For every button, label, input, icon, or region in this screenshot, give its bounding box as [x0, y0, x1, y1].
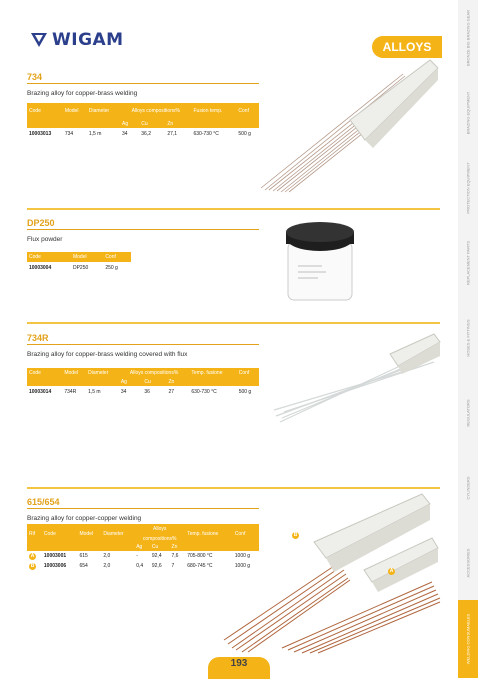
side-tab-3[interactable]: [458, 150, 478, 226]
cell-zn: 27,1: [167, 131, 178, 137]
col-code: Code: [29, 370, 41, 376]
photo-marker-b: B: [293, 532, 298, 538]
side-tab-8[interactable]: [458, 525, 478, 601]
sub-zn: Zn: [167, 120, 174, 127]
cell-code: 10003014: [29, 389, 52, 395]
sub-cu: Cu: [141, 120, 148, 127]
col-alloys: Alloys: [153, 526, 167, 532]
cell-code: 10003001: [43, 553, 67, 559]
col-model: Model: [72, 254, 87, 260]
table-734: [27, 103, 259, 140]
rif-badge: A: [30, 552, 35, 559]
col-diameter: Diameter: [88, 370, 109, 376]
col-conf: Conf: [234, 530, 246, 537]
side-tab-label: WELDING CONSUMABLES: [465, 613, 471, 665]
section-description: Brazing alloy for copper-brass welding covered with flux: [27, 351, 188, 358]
col-diameter: Diameter: [103, 530, 124, 537]
table-dp250: [27, 252, 131, 274]
section-title: 615/654: [27, 497, 259, 509]
cell-code: 10003004: [29, 265, 52, 271]
cell-diameter: 1,5 m: [88, 131, 102, 137]
col-code: Code: [29, 254, 41, 260]
col-conf: Conf: [238, 370, 250, 376]
cell-zn: 7: [171, 563, 175, 569]
cell-cu: 36: [144, 389, 150, 395]
table-row: [27, 262, 131, 274]
col-conf: Conf: [105, 254, 116, 260]
copper-rods-boxes-image: [222, 490, 444, 655]
cell-conf: 1000 g: [234, 563, 251, 569]
category-label: ALLOYS: [372, 36, 442, 58]
cell-code: 10003006: [43, 563, 67, 569]
brand-logo: [30, 30, 124, 50]
section-734: [27, 72, 259, 97]
col-fusion: Temp. fusione: [191, 370, 223, 376]
sub-ag: Ag: [122, 120, 129, 127]
sub-zn: Zn: [171, 544, 178, 550]
cell-conf: 250 g: [105, 265, 118, 271]
side-tab-4[interactable]: [458, 225, 478, 301]
side-tab-label: BRAZING EQUIPMENT: [465, 91, 471, 134]
side-tab-label: REPLACEMENT PARTS: [465, 240, 471, 285]
side-tab-label: BRONZE BIG BRAZING GEAR: [465, 9, 471, 66]
col-conf: Conf: [238, 108, 249, 114]
side-tab-6[interactable]: [458, 375, 478, 451]
cell-fusion: 630-730 °C: [193, 131, 219, 137]
cell-fusion: 705-800 °C: [187, 553, 213, 559]
col-model: Model: [64, 370, 78, 376]
side-tab-label: CYLINDERS: [465, 476, 471, 499]
flux-jar-image: [282, 220, 360, 304]
cell-ag: -: [136, 553, 138, 559]
sub-cu: Cu: [144, 379, 151, 385]
section-dp250: [27, 218, 259, 243]
cell-model: 615: [79, 553, 88, 559]
table-row: [27, 128, 259, 140]
wigam-logo-icon: [30, 31, 48, 49]
rif-badge: B: [30, 562, 35, 569]
brazing-rods-box-image: [255, 58, 440, 193]
section-title: 734: [27, 72, 259, 84]
cell-conf: 500 g: [238, 131, 251, 137]
side-tab-1[interactable]: [458, 0, 478, 76]
sub-ag: Ag: [120, 379, 127, 385]
col-model: Model: [64, 108, 79, 114]
page-number: 193: [208, 657, 270, 679]
side-tab-label: ACCESSORIES: [465, 548, 471, 577]
table-734r: [27, 368, 259, 398]
side-tab-label: REGULATORS: [465, 398, 471, 427]
cell-diameter: 2,0: [103, 553, 111, 559]
brand-name: WIGAM: [52, 30, 124, 50]
side-tab-welding-consumables[interactable]: [458, 600, 478, 679]
section-734r: [27, 333, 259, 358]
cell-diameter: 2,0: [103, 563, 111, 569]
section-title: DP250: [27, 218, 259, 230]
cell-fusion: 680-745 °C: [187, 563, 213, 569]
sub-zn: Zn: [168, 379, 175, 385]
side-tab-2[interactable]: [458, 75, 478, 151]
side-tab-label: HOSES & FITTINGS: [465, 318, 471, 357]
cell-ag: 34: [120, 389, 127, 395]
col-alloys-sub: compositions%: [142, 535, 177, 542]
col-alloys: Alloys compositions%: [131, 108, 180, 114]
side-tab-label: PROTECTION EQUIPMENT: [465, 161, 471, 214]
cell-conf: 500 g: [238, 389, 252, 395]
cell-conf: 1000 g: [234, 553, 251, 559]
cell-cu: 92,6: [151, 563, 162, 569]
table-row: [27, 386, 259, 398]
cell-ag: 0,4: [136, 563, 144, 569]
section-divider: [27, 487, 440, 489]
cell-model: DP250: [72, 265, 89, 271]
section-description: Brazing alloy for copper-copper welding: [27, 515, 142, 522]
side-tab-5[interactable]: [458, 300, 478, 376]
cell-fusion: 630-730 °C: [191, 389, 217, 395]
sub-cu: Cu: [151, 544, 159, 550]
col-model: Model: [79, 530, 94, 537]
col-diameter: Diameter: [88, 108, 110, 114]
cell-zn: 27: [168, 389, 175, 395]
cell-cu: 36,2: [141, 131, 151, 137]
cell-cu: 92,4: [151, 553, 162, 559]
section-divider: [27, 322, 440, 324]
cell-code: 10003013: [29, 131, 52, 137]
side-tabs: [458, 0, 478, 678]
sub-ag: Ag: [136, 544, 143, 550]
col-rif: Rif: [29, 530, 36, 537]
side-tab-7[interactable]: [458, 450, 478, 526]
section-divider: [27, 208, 440, 210]
col-alloys: Alloys compositions%: [129, 370, 179, 376]
section-description: Brazing alloy for copper-brass welding: [27, 90, 138, 97]
cell-diameter: 1,5 m: [88, 389, 101, 395]
cell-zn: 7,6: [171, 553, 179, 559]
col-code: Code: [43, 530, 56, 537]
section-title: 734R: [27, 333, 259, 345]
cell-ag: 34: [122, 131, 128, 137]
cell-model: 734: [64, 131, 74, 137]
col-fusion: Temp. fusione: [187, 530, 219, 537]
photo-marker-a: A: [389, 568, 394, 574]
col-fusion: Fusion temp.: [193, 108, 223, 114]
flux-coated-rods-image: [272, 332, 442, 424]
cell-model: 734R: [64, 389, 77, 395]
section-description: Flux powder: [27, 236, 63, 243]
col-code: Code: [29, 108, 41, 114]
cell-model: 654: [79, 563, 88, 569]
